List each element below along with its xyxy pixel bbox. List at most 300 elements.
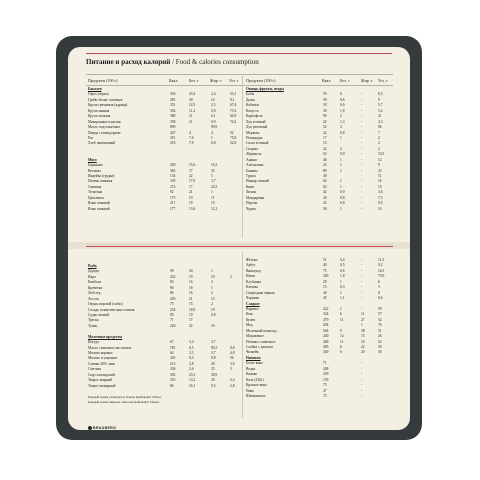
cell-fat: -	[361, 290, 363, 295]
cell-kcal: 240	[323, 334, 329, 339]
header-top-rule	[86, 74, 393, 75]
cell-protein: 1	[340, 163, 342, 168]
cell-protein: 1,3	[340, 119, 345, 124]
cell-protein: 0,8	[340, 195, 345, 200]
brand-logo	[88, 426, 116, 430]
cell-protein: 9	[340, 328, 342, 333]
cell-name: Крупа гречневая (ядрица)	[88, 103, 128, 108]
cell-carbs: 2,8	[230, 383, 235, 388]
cell-carbs: 11,3	[378, 258, 385, 262]
cell-name: Язык говяжий	[88, 206, 110, 211]
cell-name: Молочные продукты	[88, 334, 123, 339]
cell-protein: 11	[340, 339, 344, 344]
cell-fat: -	[361, 206, 363, 211]
cell-name: Хурма	[246, 206, 256, 211]
cell-kcal: 139	[323, 377, 329, 382]
cell-kcal: 90	[170, 269, 174, 274]
cell-protein: 0,5	[189, 345, 194, 350]
cell-protein: 11,2	[189, 108, 196, 113]
cell-fat: 27	[361, 317, 365, 322]
cell-carbs: 10,5	[378, 152, 385, 157]
cell-name: Клюква	[246, 285, 258, 290]
cell-kcal: 71	[323, 361, 327, 366]
cell-kcal: 90	[323, 114, 327, 119]
cell-kcal: 105	[170, 179, 176, 184]
cell-kcal: 252	[170, 274, 176, 279]
cell-carbs: 21	[378, 114, 382, 119]
cell-fat: -	[361, 190, 363, 195]
cell-fat: 30,9	[211, 372, 218, 377]
cell-kcal: 13	[323, 141, 327, 146]
cell-name: Овощи, фрукты, ягоды	[246, 87, 284, 91]
cell-carbs: 8	[378, 290, 380, 295]
cell-name: Виноград	[246, 268, 261, 273]
cell-fat: 35	[211, 168, 215, 173]
cell-name: Шампанское	[246, 393, 266, 398]
cell-name: Рис	[88, 135, 94, 140]
cell-fat: 3,7	[211, 179, 216, 184]
cell-protein: 13,6	[189, 206, 196, 211]
cell-kcal: 22	[323, 130, 327, 135]
cell-carbs: 96	[378, 125, 382, 130]
cell-protein: 4	[189, 130, 191, 135]
cell-fat: 20	[211, 361, 215, 366]
cell-name: Креветки	[88, 285, 103, 290]
cell-name: Сыр голландский	[88, 372, 115, 377]
cell-fat: 15	[211, 201, 215, 206]
cell-protein: 22	[189, 174, 193, 178]
cell-kcal: 405	[323, 345, 329, 349]
cell-fat: 11	[211, 195, 215, 200]
cell-name: Мороженое	[246, 334, 264, 339]
cell-name: Клубника	[246, 279, 261, 284]
cell-name: Крупа овсяная	[88, 114, 111, 119]
cell-carbs: 2	[230, 274, 232, 279]
cell-carbs: 9	[378, 163, 380, 168]
cell-name: Молочный шоколад	[246, 328, 277, 333]
cell-kcal: 46	[323, 157, 327, 162]
cell-name: Цыпленок	[88, 195, 104, 200]
cell-kcal: 564	[323, 328, 329, 333]
cell-fat: -	[361, 274, 363, 279]
table-row	[246, 207, 392, 212]
cell-kcal: 39	[323, 97, 327, 102]
cell-name: Инжир свежий	[246, 179, 269, 184]
cell-carbs: 23	[378, 168, 382, 173]
cell-fat: -	[361, 152, 363, 157]
cell-protein: 23,4	[189, 92, 196, 97]
cell-kcal: 351	[170, 135, 176, 140]
cell-fat: 22	[361, 345, 365, 349]
table-row	[88, 384, 240, 389]
cell-fat: -	[361, 201, 363, 206]
header-bottom-rule	[86, 85, 393, 86]
cell-kcal: 248	[323, 366, 329, 371]
cell-name: Тунец	[88, 323, 98, 328]
cell-protein: 7,9	[189, 141, 194, 146]
cell-protein: 19	[189, 312, 193, 317]
cell-fat: -	[361, 135, 363, 140]
cell-carbs: 73,3	[230, 108, 237, 113]
cell-kcal: 67	[170, 340, 174, 345]
header-accent-line	[86, 53, 392, 54]
cell-kcal: 43	[323, 201, 327, 206]
cell-carbs: 9,1	[230, 97, 235, 102]
cell-fat: 1	[361, 323, 363, 328]
cell-name: Киви	[246, 184, 254, 189]
cell-carbs: 9	[378, 97, 380, 102]
cell-protein: 30	[189, 97, 193, 102]
cell-kcal: 45	[323, 296, 327, 301]
cell-protein: 0,8	[340, 130, 345, 135]
cell-kcal: 51	[323, 258, 327, 262]
cell-kcal: 358	[170, 119, 176, 124]
cell-protein: 2	[340, 114, 342, 119]
fold-accent-line	[86, 246, 393, 247]
cell-kcal: 40	[323, 174, 327, 178]
cell-kcal: 134	[170, 174, 176, 178]
cell-carbs: 5,4	[378, 108, 383, 113]
cell-kcal: 47	[323, 388, 327, 393]
cell-fat: -	[361, 174, 363, 178]
cell-kcal: 83	[170, 280, 174, 285]
cell-kcal: 300	[323, 274, 329, 279]
cell-kcal: 175	[170, 195, 176, 200]
cell-fat: 38	[361, 328, 365, 333]
cell-protein: 3	[340, 146, 342, 151]
cell-kcal: 239	[323, 372, 329, 377]
right-header-kcal: Ккал.	[322, 78, 332, 83]
cell-kcal: 43	[323, 163, 327, 168]
cell-name: Сметана	[88, 367, 101, 372]
cell-kcal: 354	[170, 108, 176, 113]
cell-name: Лобстер	[88, 291, 101, 296]
cell-fat: 19	[211, 307, 215, 312]
cell-kcal: 392	[170, 372, 176, 377]
cell-name: Бобы	[246, 92, 255, 97]
cell-fat: -	[361, 285, 363, 290]
cell-name: Бакалея	[88, 87, 102, 91]
cell-kcal: 18	[323, 103, 327, 108]
cell-protein: 11	[340, 317, 344, 322]
left-top-table	[88, 87, 240, 212]
cell-carbs: 59	[378, 306, 382, 311]
cell-name: Масло подсолнечное	[88, 125, 121, 130]
cell-protein: 16	[189, 285, 193, 290]
cell-protein: 1	[340, 306, 342, 311]
right-top-table	[246, 87, 392, 212]
cell-name: Дорадо	[88, 269, 100, 274]
center-divider-bottom	[242, 252, 243, 418]
cell-protein: 19	[189, 201, 193, 206]
cell-fat: 0,9	[211, 119, 216, 124]
cell-carbs: 8,6	[378, 296, 383, 301]
cell-carbs: 16,3	[378, 268, 385, 273]
cell-name: Индейка (грудка)	[88, 174, 115, 178]
cell-name: Красное вино	[246, 383, 267, 388]
cell-protein: 3,3	[189, 340, 194, 345]
cell-fat: 3,7	[211, 351, 216, 355]
cell-name: Крупа манная	[88, 108, 110, 113]
cell-kcal: 899	[170, 125, 176, 130]
cell-fat: 8,8	[211, 356, 216, 361]
cell-fat: 0,8	[211, 312, 216, 317]
cell-fat: 11	[361, 312, 365, 317]
cell-kcal: 89	[323, 168, 327, 173]
cell-kcal: 177	[170, 206, 176, 211]
right-bottom-table	[246, 258, 392, 399]
cell-name: Хлеб пшеничный	[88, 141, 115, 146]
cell-carbs: 8,5	[378, 92, 383, 97]
cell-carbs: 51	[378, 328, 382, 333]
cell-fat: -	[361, 306, 363, 311]
cell-protein: 1	[340, 135, 342, 140]
cell-protein: 3	[340, 125, 342, 130]
cell-protein: 15	[189, 302, 193, 307]
cell-protein: 0,9	[340, 190, 345, 195]
cell-kcal: 52	[323, 152, 327, 157]
cell-name: Белое вино	[246, 361, 264, 366]
cell-fat: 4	[211, 130, 213, 135]
cell-carbs: 2	[378, 141, 380, 146]
cell-protein: 3,3	[189, 351, 194, 355]
cell-fat: -	[361, 179, 363, 184]
cell-protein: 16	[189, 280, 193, 285]
cell-fat: 16	[361, 339, 365, 344]
cell-name: Апельсины	[246, 163, 264, 168]
cell-carbs: 74,2	[230, 119, 237, 124]
cell-name: Изюм	[246, 274, 255, 279]
cell-protein: 17	[189, 184, 193, 189]
cell-fat: 2	[211, 291, 213, 296]
cell-carbs: 12	[378, 157, 382, 162]
cell-fat: -	[361, 157, 363, 162]
cell-name: Печень говяжья	[88, 179, 113, 184]
cell-protein: 21	[189, 190, 193, 195]
cell-carbs: 2	[378, 135, 380, 140]
cell-protein: 1	[340, 290, 342, 295]
cell-protein: 2,8	[189, 361, 194, 366]
cell-name: Лук репчатый	[246, 125, 268, 130]
cell-fat: -	[361, 377, 363, 382]
cell-protein: 1,8	[340, 274, 345, 279]
cell-name: Мандарины	[246, 195, 265, 200]
cell-kcal: 30	[323, 108, 327, 113]
cell-fat: 1	[211, 285, 213, 290]
cell-protein: 6	[340, 345, 342, 349]
cell-name: Судак свежий	[88, 312, 110, 317]
cell-name: Лимон	[246, 190, 257, 195]
cell-kcal: 59	[323, 92, 327, 97]
cell-name: Бананы	[246, 168, 258, 173]
cell-name: Язык говяжий	[88, 201, 110, 206]
cell-kcal: 351	[170, 103, 176, 108]
right-header-prot: Бел. г	[340, 78, 350, 83]
cell-protein: 0,8	[340, 201, 345, 206]
cell-protein: 1	[340, 206, 342, 211]
cell-name: Капуста	[246, 108, 259, 113]
cell-protein: 1	[340, 168, 342, 173]
cell-kcal: 73	[323, 393, 327, 398]
cell-name: Телятина	[88, 190, 103, 195]
cell-kcal: 40	[323, 290, 327, 295]
cell-fat: -	[361, 268, 363, 273]
cell-protein: 8,3	[189, 356, 194, 361]
cell-carbs: 56	[230, 356, 234, 361]
cell-name: Икра	[88, 274, 96, 279]
cell-name: Лук зеленый	[246, 119, 266, 124]
cell-name: Черника	[246, 296, 259, 301]
cell-kcal: 274	[170, 184, 176, 189]
cell-fat: 2	[211, 302, 213, 307]
cell-protein: 19	[189, 274, 193, 279]
cell-carbs: 5,7	[378, 103, 383, 108]
cell-name: Грибы белые сушеные	[88, 97, 123, 102]
note-fat-alcohol: Каждый грамм жиров и алкоголя прибавляет 9 Ккал.	[88, 400, 160, 404]
cell-protein: 11	[189, 119, 193, 124]
cell-name: Ананас	[246, 157, 258, 162]
cell-carbs: 7,5	[378, 195, 383, 200]
cell-carbs: 76	[378, 323, 382, 328]
brand-logo-text: BRAUBERG	[93, 426, 117, 430]
cell-name: Спаржа	[246, 146, 258, 151]
cell-protein: 17	[189, 168, 193, 173]
cell-protein: 14	[340, 334, 344, 339]
cell-name: Кабачки	[246, 103, 259, 108]
cell-name: Свинина	[88, 184, 102, 189]
cell-kcal: 62	[323, 179, 327, 184]
left-header-fat: Жир. г	[210, 78, 222, 83]
cell-kcal: 75	[323, 268, 327, 273]
cell-name: Масло сливочное несоленое	[88, 345, 132, 350]
left-header-prot: Бел. г	[189, 78, 199, 83]
cell-kcal: 71	[170, 318, 174, 323]
right-header-carb: Угл. г	[378, 78, 388, 83]
cell-carbs: 70,9	[378, 274, 385, 279]
cell-name: Абрикосы	[246, 152, 262, 157]
cell-name: Варенье	[246, 306, 259, 311]
cell-fat: 2	[211, 280, 213, 285]
cell-protein: 1,8	[340, 108, 345, 113]
cell-protein: 17,9	[189, 179, 196, 184]
table-row	[88, 207, 240, 212]
cell-fat: 2,4	[211, 92, 216, 97]
left-header-carb: Угл. г	[229, 78, 239, 83]
cell-carbs: 53,1	[230, 92, 237, 97]
cell-kcal: 42	[323, 190, 327, 195]
cell-name: Помидоры	[246, 135, 263, 140]
cell-name: Творог нежирный	[88, 383, 116, 388]
cell-fat: -	[361, 92, 363, 97]
cell-kcal: 85	[170, 312, 174, 317]
cell-carbs: 2	[378, 146, 380, 151]
cell-kcal: 365	[170, 168, 176, 173]
cell-kcal: 334	[323, 312, 329, 317]
cell-fat: -	[361, 279, 363, 284]
cell-protein: 1	[340, 279, 342, 284]
cell-protein: 13,2	[189, 378, 196, 383]
cell-name: Коньяк	[246, 372, 257, 377]
note-carbs-protein: Каждый грамм углеводов и белков прибавляет 4 Ккал.	[88, 395, 162, 399]
cell-kcal: 43	[323, 195, 327, 200]
cell-kcal: 56	[323, 206, 327, 211]
cell-fat: 99,9	[211, 125, 218, 130]
cell-carbs: 3	[230, 367, 232, 372]
cell-protein: 2,6	[189, 367, 194, 372]
cell-kcal: 203	[170, 296, 176, 301]
cell-carbs: 9,2	[378, 263, 383, 268]
cell-name: Печенье сливочное	[246, 339, 276, 344]
cell-carbs: 15	[378, 184, 382, 189]
cell-fat: -	[361, 296, 363, 301]
cell-kcal: 247	[170, 130, 176, 135]
cell-protein: 0,9	[340, 152, 345, 157]
cell-name: Лосось	[88, 296, 99, 301]
cell-fat: 20	[361, 350, 365, 355]
cell-name: Груша	[246, 174, 256, 178]
cell-kcal: 15	[323, 285, 327, 290]
cell-protein: 21	[189, 296, 193, 301]
cell-protein: 20	[189, 269, 193, 274]
cell-name: Персик	[246, 201, 258, 206]
cell-fat: -	[361, 168, 363, 173]
cell-fat: -	[361, 263, 363, 268]
cell-name: Треска	[88, 318, 99, 323]
cell-fat: -	[361, 195, 363, 200]
cell-carbs: 7	[378, 130, 380, 135]
cell-name: Напитки	[246, 355, 261, 360]
cell-protein: 1	[340, 179, 342, 184]
cell-kcal: 211	[170, 201, 176, 206]
left-header-kcal: Ккал.	[169, 78, 179, 83]
cell-kcal: 254	[170, 307, 176, 312]
left-header-name: Продукты (100 г)	[88, 78, 118, 83]
cell-name: Йогурт	[88, 340, 99, 345]
cell-fat: 0,8	[211, 141, 216, 146]
cell-carbs: 3	[378, 285, 380, 290]
cell-carbs: 52,6	[230, 141, 237, 146]
cell-protein: 19	[189, 195, 193, 200]
title-ru: Питание и расход калорий	[86, 58, 171, 66]
cell-name: Баранина	[88, 163, 103, 168]
cell-name: Пицца с помидорами	[88, 130, 121, 135]
cell-kcal: 22	[323, 146, 327, 151]
cell-fat: 6,1	[211, 114, 216, 119]
cell-carbs: 9,5	[378, 201, 383, 206]
cell-fat: -	[361, 372, 363, 377]
cell-kcal: 86	[170, 383, 174, 388]
cell-fat: -	[361, 103, 363, 108]
cell-protein: 1	[340, 184, 342, 189]
cell-protein: 1,1	[340, 296, 345, 301]
cell-fat: -	[361, 383, 363, 388]
cell-protein: 11	[189, 114, 193, 119]
cell-name: Горох (зерно)	[88, 92, 109, 97]
cell-kcal: 294	[323, 323, 329, 328]
cell-kcal: 345	[170, 356, 176, 361]
cell-carbs: 75,8	[230, 135, 237, 140]
cell-name: Сливки 20% -ные	[88, 361, 115, 366]
cell-name: Слойка с джемом	[246, 345, 273, 349]
cell-kcal: 75	[170, 302, 174, 307]
cell-name: Камбала	[88, 280, 102, 285]
brand-logo-icon	[88, 426, 92, 430]
cell-carbs: 26	[378, 334, 382, 339]
cell-name: Дыни	[246, 97, 255, 102]
cell-carbs: 16	[378, 179, 382, 184]
cell-name: Окунь морской (сибас)	[88, 302, 124, 307]
cell-carbs: 67,4	[230, 103, 237, 108]
